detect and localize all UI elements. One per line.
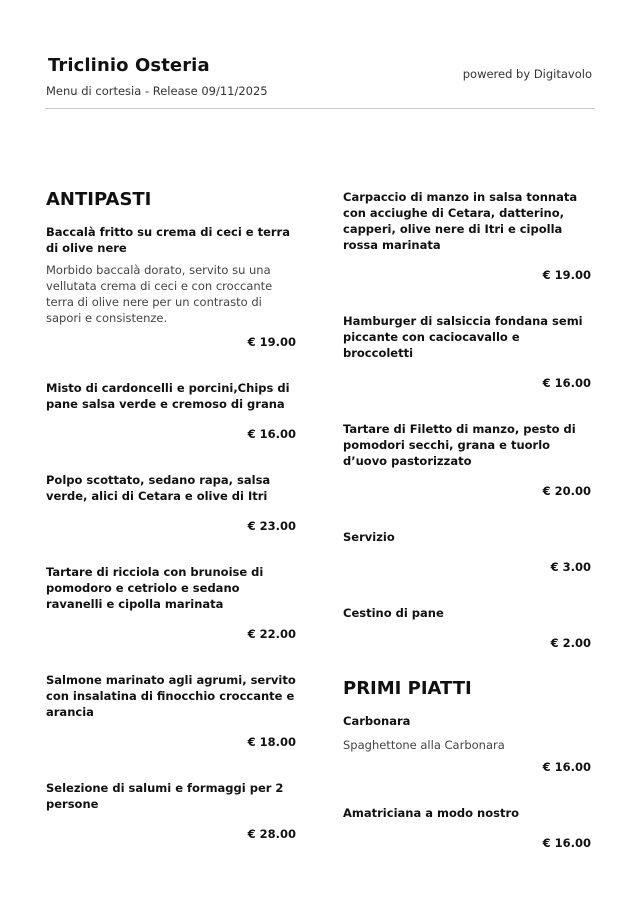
header-divider [45,108,595,109]
menu-item [343,313,593,391]
item-name: Tartare di ricciola con brunoise di pomodoro e cetriolo e sedano ravanelli e cipolla marinata [46,565,264,611]
item-price: € 22.00 [247,627,296,641]
item-price: € 20.00 [542,484,591,498]
menu-item [46,472,296,534]
menu-item [343,713,593,775]
item-name: Salmone marinato agli agrumi, servito con insalatina di finocchio croccante e arancia [46,673,296,719]
item-name: Polpo scottato, sedano rapa, salsa verde, alici di Cetara e olive di Itri [46,473,271,503]
item-name: Hamburger di salsiccia fondana semi piccante con caciocavallo e broccoletti [343,314,583,360]
item-name: Carbonara [343,714,411,728]
menu-item [46,224,296,350]
menu-item [46,780,296,842]
item-price: € 19.00 [247,335,296,349]
item-price: € 23.00 [247,519,296,533]
item-name: Tartare di Filetto di manzo, pesto di pomodori secchi, grana e tuorlo d’uovo pastorizzato [343,422,576,468]
menu-column-right [343,189,593,851]
menu-item [46,564,296,642]
menu-column-left [46,190,296,842]
menu-item [46,672,296,750]
item-price: € 18.00 [247,735,296,749]
item-price: € 28.00 [247,827,296,841]
item-price: € 2.00 [550,636,591,650]
item-price: € 16.00 [542,376,591,390]
item-name: Selezione di salumi e formaggi per 2 persone [46,781,284,811]
item-name: Baccalà fritto su crema di ceci e terra di olive nere [46,225,290,255]
item-name: Carpaccio di manzo in salsa tonnata con acciughe di Cetara, datterino, capperi, olive nere di Itri e cipolla rossa marinata [343,190,578,252]
item-price: € 19.00 [542,268,591,282]
item-price: € 16.00 [542,760,591,774]
menu-item [46,380,296,442]
restaurant-title: Triclinio Osteria [48,55,210,76]
section-title-antipasti: ANTIPASTI [46,189,152,210]
item-name: Cestino di pane [343,606,444,620]
item-name: Misto di cardoncelli e porcini,Chips di pane salsa verde e cremoso di grana [46,381,290,411]
item-price: € 3.00 [550,560,591,574]
menu-item [343,421,593,499]
menu-item [343,529,593,575]
menu-item [343,605,593,651]
item-price: € 16.00 [247,427,296,441]
item-price: € 16.00 [542,836,591,850]
powered-by: powered by Digitavolo [462,67,592,81]
menu-subtitle: Menu di cortesia - Release 09/11/2025 [46,84,268,98]
item-name: Amatriciana a modo nostro [343,806,520,820]
menu-item [343,189,593,283]
item-name: Servizio [343,530,395,544]
section-title-primi: PRIMI PIATTI [343,678,472,699]
item-description: Morbido baccalà dorato, servito su una vellutata crema di ceci e con croccante terra di olive nere per un contrasto di sapori e consistenze. [46,263,273,325]
menu-item [343,805,593,851]
item-description: Spaghettone alla Carbonara [343,738,505,752]
